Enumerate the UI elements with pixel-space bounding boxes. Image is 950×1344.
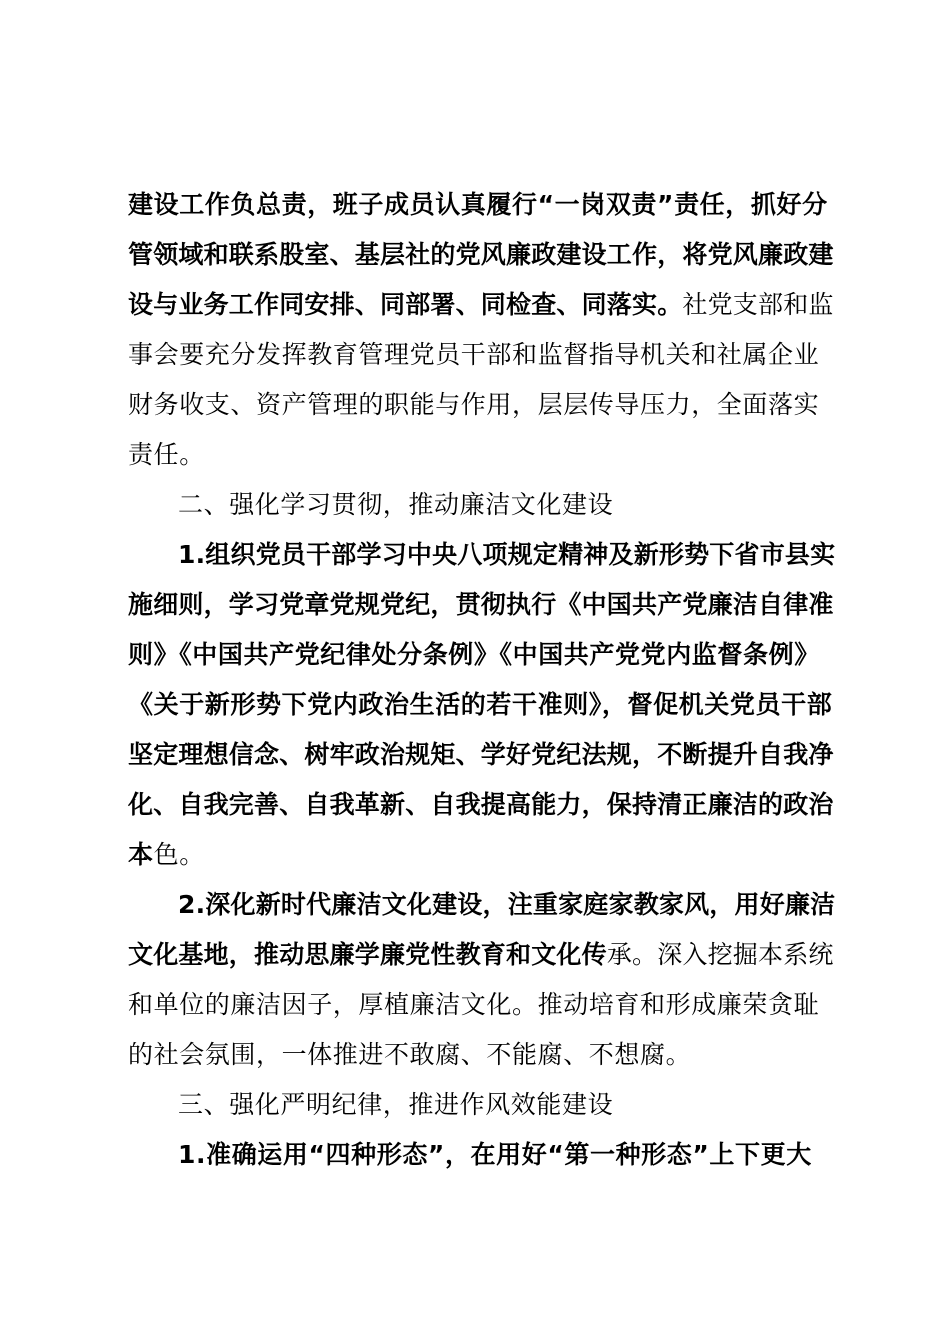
bold-text: 1.准确运用“四种形态”，在用好“第一种形态”上下更大: [178, 1140, 812, 1169]
paragraph-line-15: [178, 888, 838, 922]
plain-text: 财务收支、资产管理的职能与作用，层层传导压力，全面落实: [128, 390, 820, 419]
plain-text: 责任。: [128, 440, 205, 469]
paragraph-line-17: [128, 988, 838, 1022]
paragraph-line-2: [128, 238, 838, 272]
plain-text: 二、强化学习贯彻，推动廉洁文化建设: [178, 490, 614, 519]
paragraph-line-13: [128, 788, 838, 822]
bold-text: 化、自我完善、自我革新、自我提高能力，保持清正廉洁的政治: [128, 790, 834, 819]
plain-text: 和单位的廉洁因子，厚植廉洁文化。推动培育和形成廉荣贪耻: [128, 990, 820, 1019]
paragraph-line-16: [128, 938, 838, 972]
bold-text: 施细则，学习党章党规党纪，贯彻执行《中国共产党廉洁自律准: [128, 590, 834, 619]
paragraph-line-14: [128, 838, 838, 872]
plain-text: 三、强化严明纪律，推进作风效能建设: [178, 1090, 614, 1119]
bold-text: 则》《中国共产党纪律处分条例》《中国共产党党内监督条例》: [128, 640, 820, 669]
bold-text: 本: [128, 840, 154, 869]
bold-text: 2.深化新时代廉洁文化建设，注重家庭家教家风，用好廉洁: [178, 890, 836, 919]
paragraph-line-6: [128, 438, 838, 472]
paragraph-line-1: [128, 188, 838, 222]
bold-text: 《关于新形势下党内政治生活的若干准则》，督促机关党员干部: [128, 690, 833, 719]
paragraph-line-10: [128, 638, 838, 672]
paragraph-line-11: [128, 688, 838, 722]
paragraph-line-12: [128, 738, 838, 772]
plain-text: 社党支部和监: [682, 290, 834, 319]
section-heading-2: [178, 488, 838, 522]
bold-text: 管领域和联系股室、基层社的党风廉政建设工作，将党风廉政建: [128, 240, 834, 269]
bold-text: 建设工作负总责，班子成员认真履行“一岗双责”责任，抓好分: [128, 190, 828, 219]
paragraph-line-20: [178, 1138, 838, 1172]
plain-text: 色。: [153, 840, 205, 869]
plain-text: 事会要充分发挥教育管理党员干部和监督指导机关和社属企业: [128, 340, 820, 369]
paragraph-line-3: [128, 288, 838, 322]
bold-text: 文化基地，推动思廉学廉党性教育和文化传: [128, 940, 607, 969]
paragraph-line-5: [128, 388, 838, 422]
plain-text: 承。深入挖掘本系统: [606, 940, 834, 969]
paragraph-line-8: [178, 538, 838, 572]
paragraph-line-18: [128, 1038, 838, 1072]
plain-text: 的社会氛围，一体推进不敢腐、不能腐、不想腐。: [128, 1040, 692, 1069]
bold-text: 设与业务工作同安排、同部署、同检查、同落实。: [128, 290, 683, 319]
paragraph-line-9: [128, 588, 838, 622]
bold-text: 1.组织党员干部学习中央八项规定精神及新形势下省市县实: [178, 540, 836, 569]
paragraph-line-4: [128, 338, 838, 372]
section-heading-3: [178, 1088, 838, 1122]
bold-text: 坚定理想信念、树牢政治规矩、学好党纪法规，不断提升自我净: [128, 740, 834, 769]
